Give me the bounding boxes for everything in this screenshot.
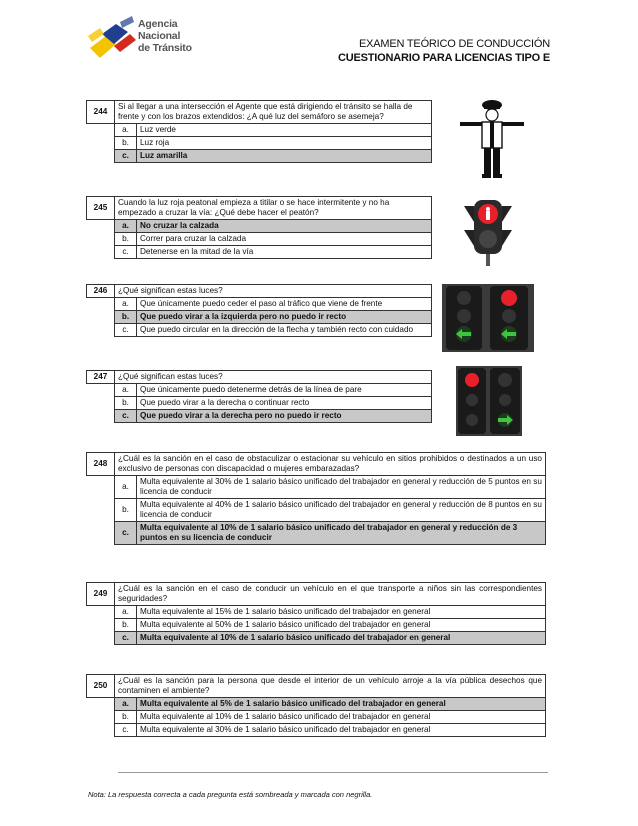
question-number: 250	[87, 675, 115, 698]
question-247	[86, 370, 432, 423]
option-text: Que puedo virar a la derecha pero no puedo ir recto	[137, 410, 432, 423]
question-number: 246	[87, 285, 115, 298]
option-letter: c.	[115, 150, 137, 163]
option-text: Multa equivalente al 30% de 1 salario básico unificado del trabajador en general	[137, 724, 546, 737]
option-letter: b.	[115, 711, 137, 724]
option-row-correct	[87, 220, 432, 233]
option-row	[87, 397, 432, 410]
logo-line: de Tránsito	[138, 42, 192, 54]
option-row	[87, 298, 432, 311]
question-number: 249	[87, 583, 115, 606]
question-245	[86, 196, 432, 259]
option-row	[87, 384, 432, 397]
option-row-correct	[87, 410, 432, 423]
option-letter: c.	[115, 632, 137, 645]
question-246	[86, 284, 432, 337]
option-text: Luz amarilla	[137, 150, 432, 163]
option-row-correct	[87, 311, 432, 324]
option-letter: c.	[115, 324, 137, 337]
traffic-officer-icon	[456, 96, 528, 180]
option-letter: a.	[115, 476, 137, 499]
option-text: Multa equivalente al 10% de 1 salario básico unificado del trabajador en general	[137, 711, 546, 724]
exam-subtitle: CUESTIONARIO PARA LICENCIAS TIPO E	[338, 52, 550, 64]
option-letter: c.	[115, 522, 137, 545]
option-letter: b.	[115, 233, 137, 246]
logo-mark-icon	[86, 14, 138, 66]
option-row	[87, 233, 432, 246]
exam-title: EXAMEN TEÓRICO DE CONDUCCIÓN	[359, 38, 550, 50]
option-letter: a.	[115, 298, 137, 311]
question-number: 244	[87, 101, 115, 124]
option-letter: c.	[115, 724, 137, 737]
option-text: Multa equivalente al 5% de 1 salario básico unificado del trabajador en general	[137, 698, 546, 711]
option-row	[87, 724, 546, 737]
option-row-correct	[87, 522, 546, 545]
option-row-correct	[87, 150, 432, 163]
option-text: Luz verde	[137, 124, 432, 137]
option-letter: b.	[115, 311, 137, 324]
option-text: No cruzar la calzada	[137, 220, 432, 233]
agency-logo	[86, 14, 206, 70]
option-text: Que únicamente puedo ceder el paso al tráfico que viene de frente	[137, 298, 432, 311]
question-text: ¿Cuál es la sanción para la persona que desde el interior de un vehículo arroje a la vía pública desechos que contaminen el ambiente?	[115, 675, 546, 698]
footer-divider	[118, 772, 548, 773]
option-text: Multa equivalente al 10% de 1 salario básico unificado del trabajador en general y reducción de 3 puntos en su licencia de conducir	[137, 522, 546, 545]
question-text: Si al llegar a una intersección el Agente que está dirigiendo el tránsito se halla de frente y con los brazos extendidos: ¿A qué luz del semáforo se asemeja?	[115, 101, 432, 124]
option-letter: c.	[115, 246, 137, 259]
option-row	[87, 619, 546, 632]
option-text: Que puedo virar a la derecha o continuar recto	[137, 397, 432, 410]
question-number: 248	[87, 453, 115, 476]
option-text: Correr para cruzar la calzada	[137, 233, 432, 246]
option-row-correct	[87, 632, 546, 645]
question-number: 245	[87, 197, 115, 220]
option-letter: b.	[115, 619, 137, 632]
option-row	[87, 711, 546, 724]
option-row	[87, 124, 432, 137]
question-number: 247	[87, 371, 115, 384]
option-letter: a.	[115, 698, 137, 711]
option-row	[87, 246, 432, 259]
option-letter: b.	[115, 137, 137, 150]
pedestrian-signal-icon	[462, 196, 514, 268]
option-letter: a.	[115, 124, 137, 137]
option-letter: c.	[115, 410, 137, 423]
option-text: Detenerse en la mitad de la vía	[137, 246, 432, 259]
option-letter: a.	[115, 384, 137, 397]
question-text: ¿Cuál es la sanción en el caso de conducir un vehículo en el que transporte a niños sin las correspondientes seguridades?	[115, 583, 546, 606]
option-letter: a.	[115, 220, 137, 233]
option-row-correct	[87, 698, 546, 711]
option-text: Multa equivalente al 40% de 1 salario básico unificado del trabajador en general y reducción de 8 puntos en su licencia de conducir	[137, 499, 546, 522]
option-text: Multa equivalente al 15% de 1 salario básico unificado del trabajador en general	[137, 606, 546, 619]
option-letter: b.	[115, 397, 137, 410]
logo-line: Agencia	[138, 18, 178, 30]
option-text: Multa equivalente al 10% de 1 salario básico unificado del trabajador en general	[137, 632, 546, 645]
question-249	[86, 582, 546, 645]
traffic-lights-right-arrow-icon	[456, 366, 522, 436]
option-text: Multa equivalente al 50% de 1 salario básico unificado del trabajador en general	[137, 619, 546, 632]
option-row	[87, 499, 546, 522]
question-248	[86, 452, 546, 545]
footer-note: Nota: La respuesta correcta a cada pregunta está sombreada y marcada con negrilla.	[88, 790, 373, 799]
option-text: Que puedo circular en la dirección de la flecha y también recto con cuidado	[137, 324, 432, 337]
logo-text	[138, 18, 192, 54]
option-letter: b.	[115, 499, 137, 522]
logo-line: Nacional	[138, 30, 181, 42]
option-row	[87, 324, 432, 337]
option-text: Que únicamente puedo detenerme detrás de la línea de pare	[137, 384, 432, 397]
option-text: Que puedo virar a la izquierda pero no puedo ir recto	[137, 311, 432, 324]
traffic-lights-left-arrow-icon	[442, 284, 534, 352]
option-row	[87, 137, 432, 150]
option-row	[87, 476, 546, 499]
question-text: Cuando la luz roja peatonal empieza a titilar o se hace intermitente y no ha empezado a cruzar la vía: ¿Qué debe hacer el peatón?	[115, 197, 432, 220]
question-text: ¿Cuál es la sanción en el caso de obstaculizar o estacionar su vehículo en sitios prohibidos o destinados a un uso exclusivo de personas con discapacidad o mujeres embarazadas?	[115, 453, 546, 476]
question-250	[86, 674, 546, 737]
question-text: ¿Qué significan estas luces?	[115, 371, 432, 384]
question-text: ¿Qué significan estas luces?	[115, 285, 432, 298]
option-row	[87, 606, 546, 619]
option-text: Multa equivalente al 30% de 1 salario básico unificado del trabajador en general y reducción de 5 puntos en su licencia de conducir	[137, 476, 546, 499]
question-244	[86, 100, 432, 163]
option-letter: a.	[115, 606, 137, 619]
option-text: Luz roja	[137, 137, 432, 150]
